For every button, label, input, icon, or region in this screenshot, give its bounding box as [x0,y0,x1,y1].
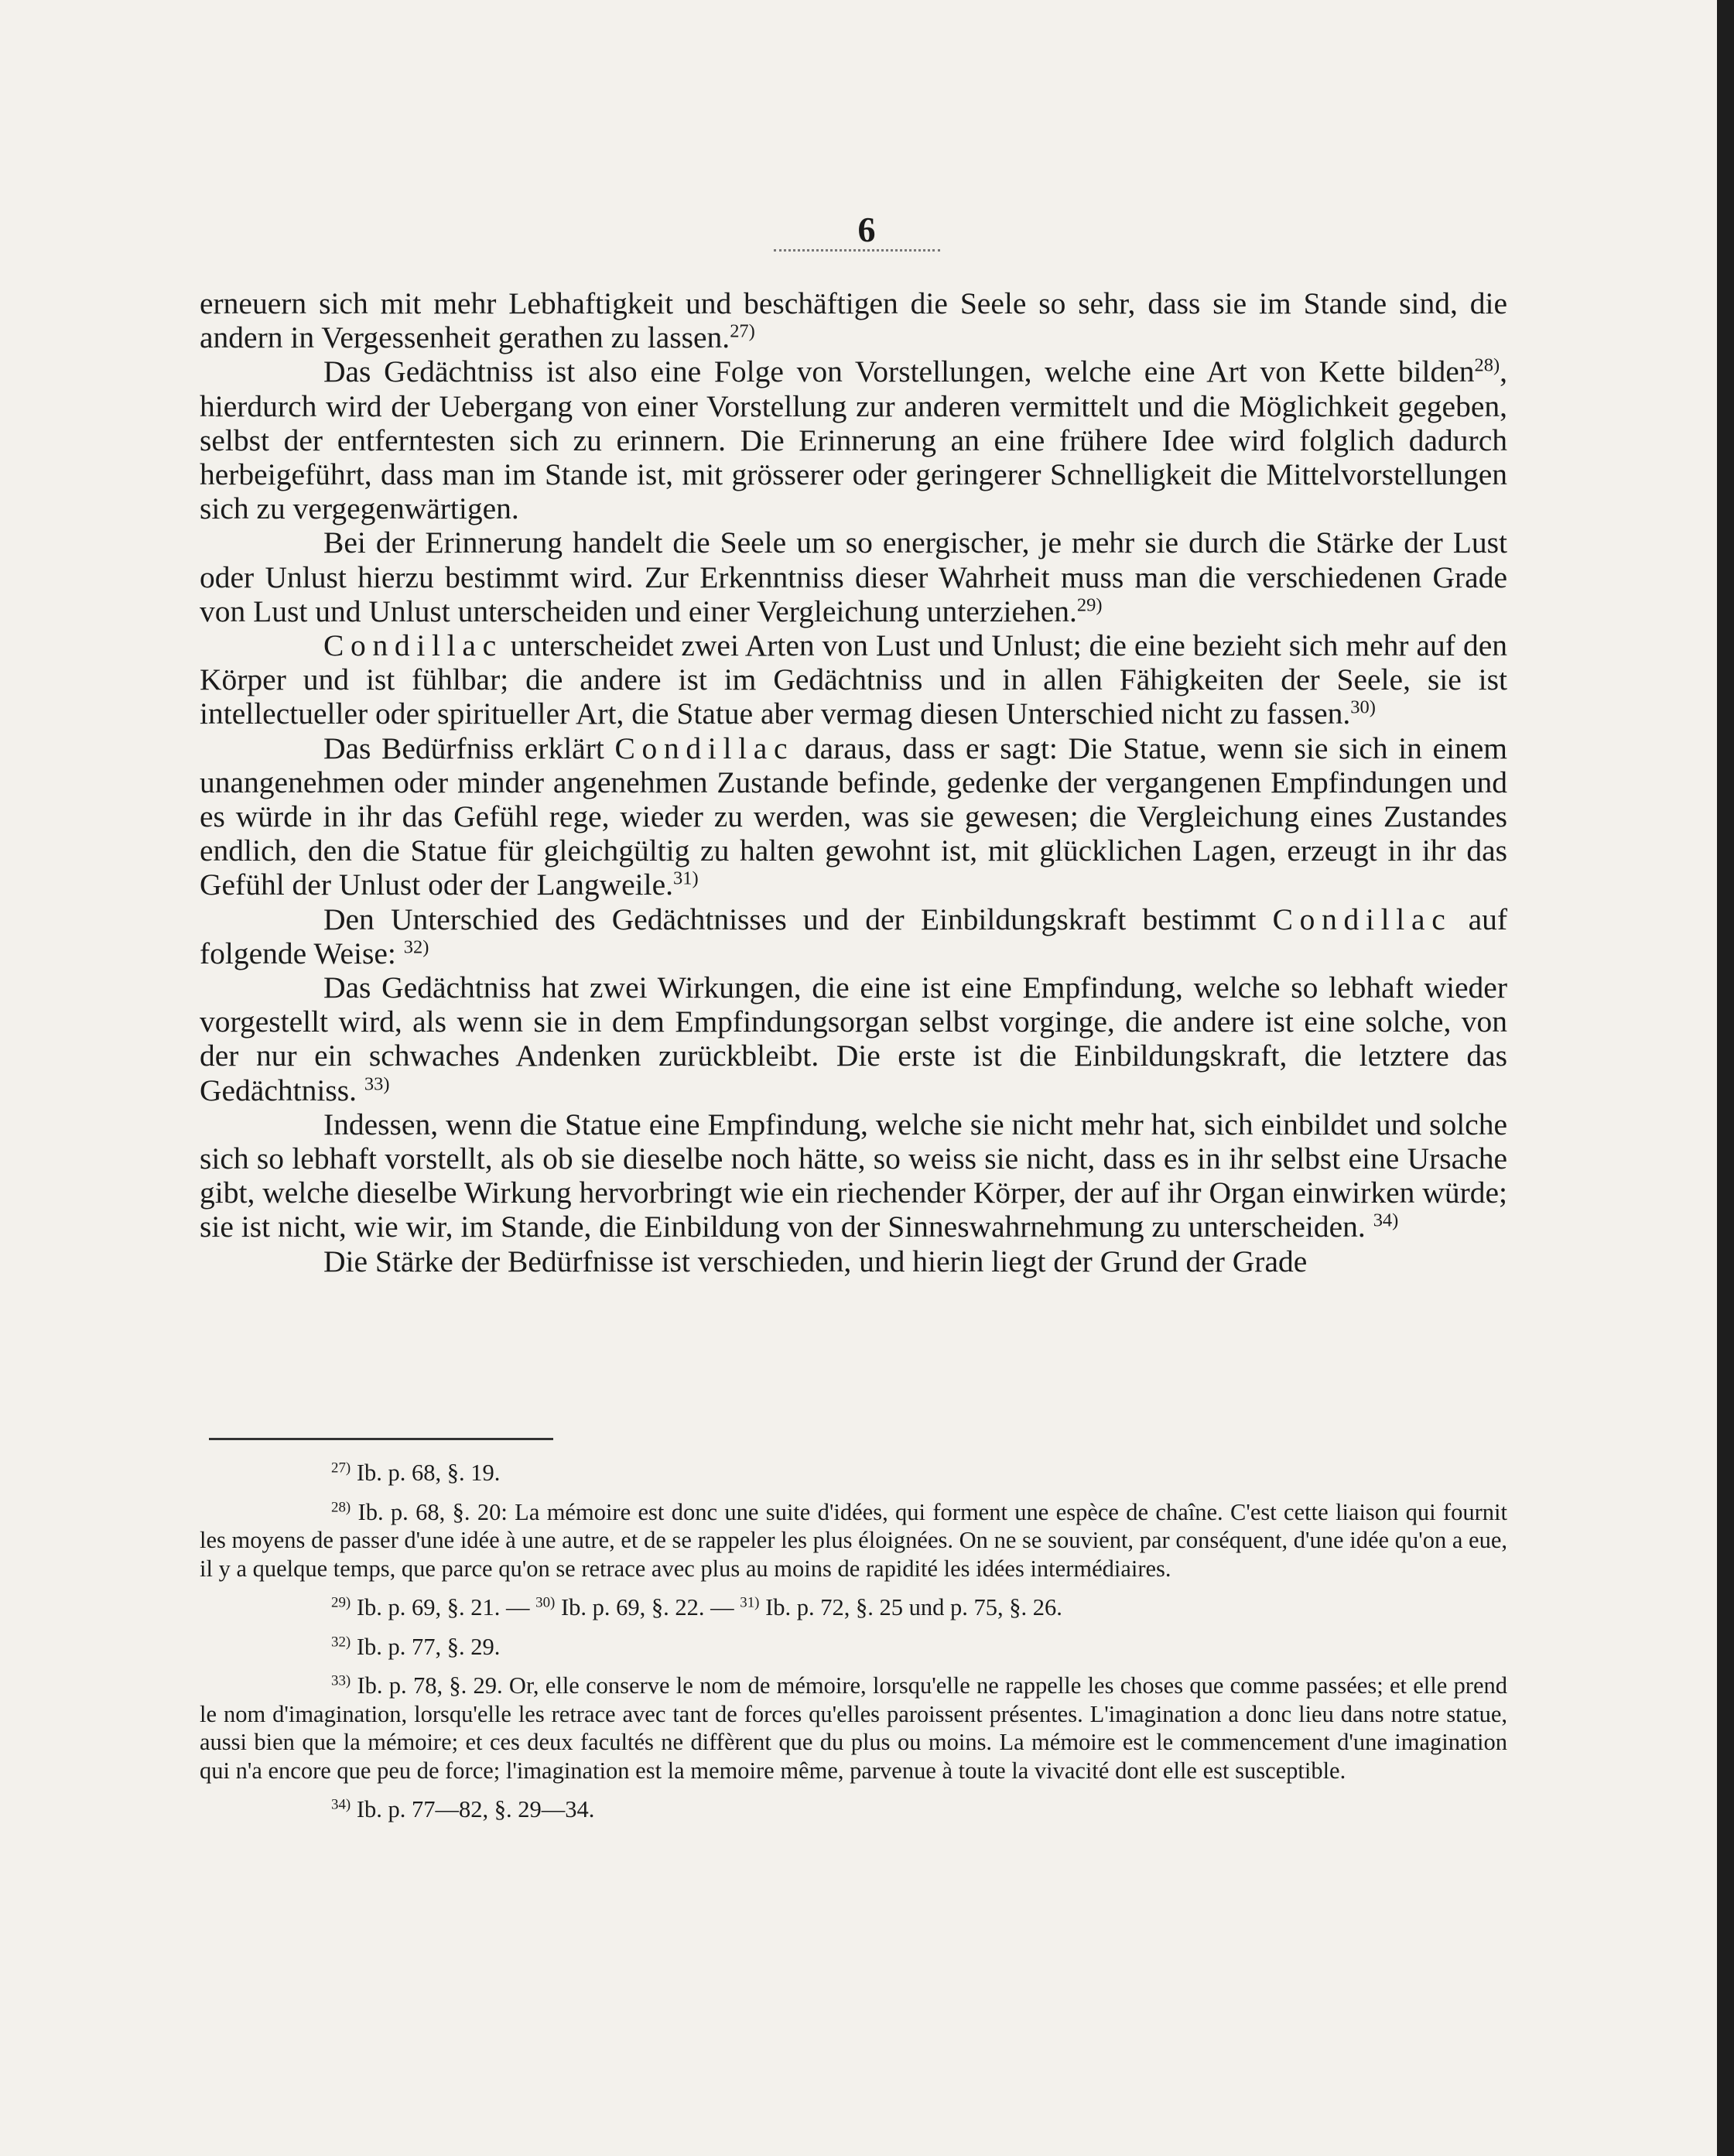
footnote-ref: 31) [673,868,699,889]
footnote-ref: 28) [1474,354,1500,376]
text-run: Ib. p. 68, §. 20: La mémoire est donc une suite d'idées, qui forment une espèce de chaîne. C'est cette liaison qui fournit les moyens de passer d'une idée à une autre, et de se rappeler les plus éloignées. On ne se souvient, par conséquent, d'une idée qu'on a eue, il y a quelque temps, que parce qu'on se retrace avec plus au moins de rapidité les idées intermédiaires. [200,1498,1507,1582]
footnote-ref: 30) [1350,696,1376,718]
page-number: 6 [857,210,876,249]
text-run: Ib. p. 72, §. 25 und p. 75, §. 26. [759,1594,1062,1620]
footnote-ref: 32) [403,936,429,958]
footnote-separator [209,1438,553,1440]
page-edge-shadow [1717,0,1734,2156]
paragraph-p7 [200,1107,1507,1244]
text-run: Bei der Erinnerung handelt die Seele um so energischer, je mehr sie durch die Stärke der Lust oder Unlust hierzu bestimmt wird. Zur Erkenntniss dieser Wahrheit muss man die verschiedenen Grade von Lust und Unlust unterscheiden und einer Vergleichung unterziehen. [200,525,1507,628]
paragraph-p6 [200,970,1507,1107]
footnote-ref: 34) [331,1796,351,1813]
text-run: auf folgende Weise: [200,902,1508,970]
text-run: Indessen, wenn die Statue eine Empfindung, welche sie nicht mehr hat, sich einbildet und solche sich so lebhaft vorstellt, als ob sie dieselbe noch hätte, so weiss sie nicht, dass es in ihr selbst eine Ursache gibt, welche dieselbe Wirkung hervorbringt wie ein riechender Körper, der auf ihr Organ einwirken würde; sie ist nicht, wie wir, im Stande, die Einbildung von der Sinneswahrnehmung zu unterscheiden. [200,1107,1507,1244]
footnote-f33 [200,1672,1507,1785]
text-run: Den Unterschied des Gedächtnisses und der Einbildungskraft bestimmt [323,902,1273,936]
page-number-ornament [774,249,940,252]
paragraph-p1 [200,354,1507,525]
footnote-ref: 33) [331,1672,351,1689]
footnote-f29 [200,1593,1507,1622]
footnote-ref: 28) [331,1499,351,1516]
text-run: daraus, dass er sagt: Die Statue, wenn sie sich in einem unangenehmen oder minder angenehmen Zustande befinde, gedenke der vergangenen Empfindungen und es würde in ihr das Gefühl rege, wieder zu werden, was sie gewesen; die Vergleichung eines Zustandes endlich, den die Statue für gleichgültig zu halten gewohnt ist, mit glücklichen Lagen, erzeugt in ihr das Gefühl der Unlust oder der Langweile. [200,731,1508,902]
text-run: unterscheidet zwei Arten von Lust und Unlust; die eine bezieht sich mehr auf den Körper und ist fühlbar; die andere ist im Gedächtniss und in allen Fähigkeiten der Seele, sie ist intellectueller oder spiritueller Art, die Statue aber vermag diesen Unterschied nicht zu fassen. [200,628,1507,731]
main-text [200,286,1507,1278]
footnote-ref: 31) [740,1594,760,1611]
footnote-f32 [200,1633,1507,1661]
footnote-ref: 27) [730,320,755,342]
paragraph-p8 [200,1244,1507,1278]
paragraph-p4 [200,731,1507,902]
footnote-ref: 29) [1076,594,1103,616]
paragraph-p0 [200,286,1507,354]
text-run: Die Stärke der Bedürfnisse ist verschieden, und hierin liegt der Grund der Grade [323,1244,1308,1278]
text-run: Ib. p. 69, §. 21. — [351,1594,536,1620]
text-run: Das Gedächtniss hat zwei Wirkungen, die eine ist eine Empfindung, welche so lebhaft wieder vorgestellt wird, als wenn sie in dem Empfindungsorgan selbst vorginge, die andere ist eine solche, von der nur ein schwaches Andenken zurückbleibt. Die erste ist die Einbildungskraft, die letztere das Gedächtniss. [200,970,1507,1107]
text-run: Das Gedächtniss ist also eine Folge von Vorstellungen, welche eine Art von Kette bilden [323,354,1475,389]
footnote-ref: 29) [331,1594,351,1611]
text-run: , hierdurch wird der Uebergang von einer Vorstellung zur anderen vermittelt und die Möglichkeit gegeben, selbst der entferntesten sich zu erinnern. Die Erinnerung an eine frühere Idee wird folglich dadurch herbeigeführt, dass man im Stande ist, mit grösserer oder geringerer Schnelligkeit die Mittelvorstellungen sich zu vergegenwärtigen. [200,354,1507,526]
author-name: Condillac [1272,902,1452,936]
text-run: Ib. p. 69, §. 22. — [555,1594,740,1620]
text-run: Ib. p. 68, §. 19. [351,1460,501,1486]
footnote-ref: 34) [1373,1210,1399,1232]
footnote-f34 [200,1795,1507,1824]
text-run: erneuern sich mit mehr Lebhaftigkeit und beschäftigen die Seele so sehr, dass sie im Stande sind, die andern in Vergessenheit gerathen zu lassen. [200,286,1507,355]
paragraph-p3 [200,628,1507,731]
paragraph-p2 [200,525,1507,628]
paragraph-p5 [200,902,1507,970]
footnote-f27 [200,1459,1507,1487]
footnote-ref: 27) [331,1460,351,1477]
author-name: Condillac [323,628,503,663]
footnote-ref: 30) [535,1594,556,1611]
text-run: Ib. p. 78, §. 29. Or, elle conserve le nom de mémoire, lorsqu'elle ne rappelle les choses que comme passées; et elle prend le nom d'imagination, lorsqu'elle les retrace avec tant de forces qu'elles paroissent présentes. L'imagination a donc lieu dans notre statue, aussi bien que la mémoire; et ces deux facultés ne diffèrent que du plus ou moins. La mémoire est le commencement d'une imagination qui n'a encore que peu de force; l'imagination est la memoire même, parvenue à toute la vivacité dont elle est susceptible. [200,1672,1507,1784]
footnote-ref: 32) [331,1634,351,1651]
author-name: Condillac [614,731,795,765]
text-run: Ib. p. 77—82, §. 29—34. [351,1796,595,1822]
footnote-f28 [200,1498,1507,1583]
text-run: Das Bedürfniss erklärt [323,731,615,765]
footnote-ref: 33) [364,1073,390,1095]
text-run: Ib. p. 77, §. 29. [351,1633,501,1660]
footnotes [200,1459,1507,1835]
